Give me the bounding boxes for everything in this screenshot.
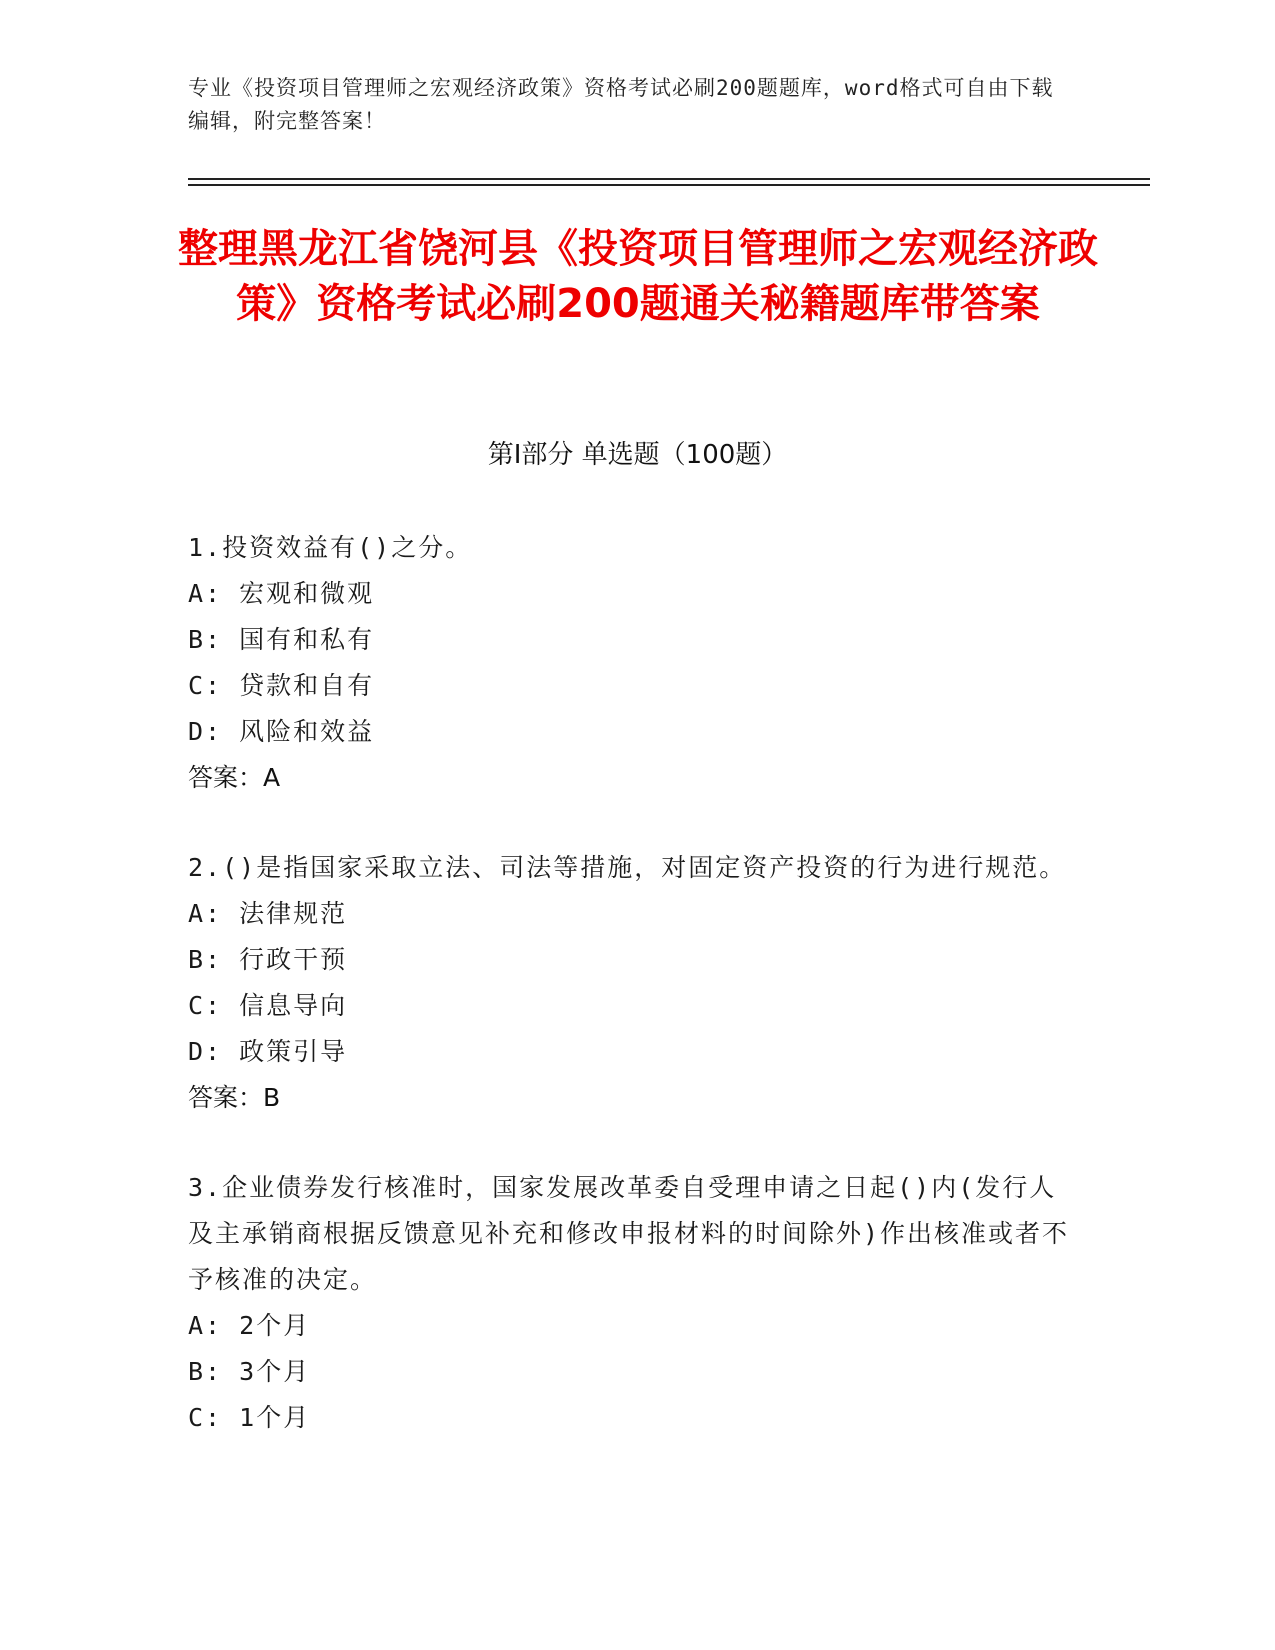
question-option-a: A: 2个月 (188, 1311, 311, 1340)
section-heading: 第Ⅰ部分 单选题（100题） (487, 440, 788, 470)
question-option-a: A: 法律规范 (188, 899, 348, 928)
question-option-b: B: 3个月 (188, 1357, 311, 1386)
question-stem: 3.企业债券发行核准时，国家发展改革委自受理申请之日起()内(发行人及主承销商根据反馈意见补充和修改申报材料的时间除外)作出核准或者不予核准的决定。 (188, 1173, 1070, 1294)
question-1 (188, 525, 1078, 801)
question-option-b: B: 行政干预 (188, 945, 348, 974)
question-option-c: C: 1个月 (188, 1403, 311, 1432)
question-3 (188, 1165, 1078, 1441)
question-option-d: D: 政策引导 (188, 1037, 348, 1066)
question-option-c: C: 信息导向 (188, 991, 348, 1020)
question-stem: 2.()是指国家采取立法、司法等措施，对固定资产投资的行为进行规范。 (188, 853, 1067, 882)
header-divider-secondary (188, 184, 1150, 186)
question-stem: 1.投资效益有()之分。 (188, 533, 473, 562)
header-note: 专业《投资项目管理师之宏观经济政策》资格考试必刷200题题库，word格式可自由下载编辑，附完整答案！ (188, 76, 1054, 133)
question-answer: 答案：B (188, 1083, 281, 1112)
question-option-b: B: 国有和私有 (188, 625, 375, 654)
question-answer: 答案：A (188, 763, 281, 792)
question-2 (188, 845, 1078, 1121)
question-option-d: D: 风险和效益 (188, 717, 375, 746)
question-option-c: C: 贷款和自有 (188, 671, 375, 700)
question-option-a: A: 宏观和微观 (188, 579, 375, 608)
document-title: 整理黑龙江省饶河县《投资项目管理师之宏观经济政策》资格考试必刷200题通关秘籍题库带答案 (178, 226, 1098, 327)
question-list (188, 525, 1078, 1485)
header-divider (188, 178, 1150, 180)
